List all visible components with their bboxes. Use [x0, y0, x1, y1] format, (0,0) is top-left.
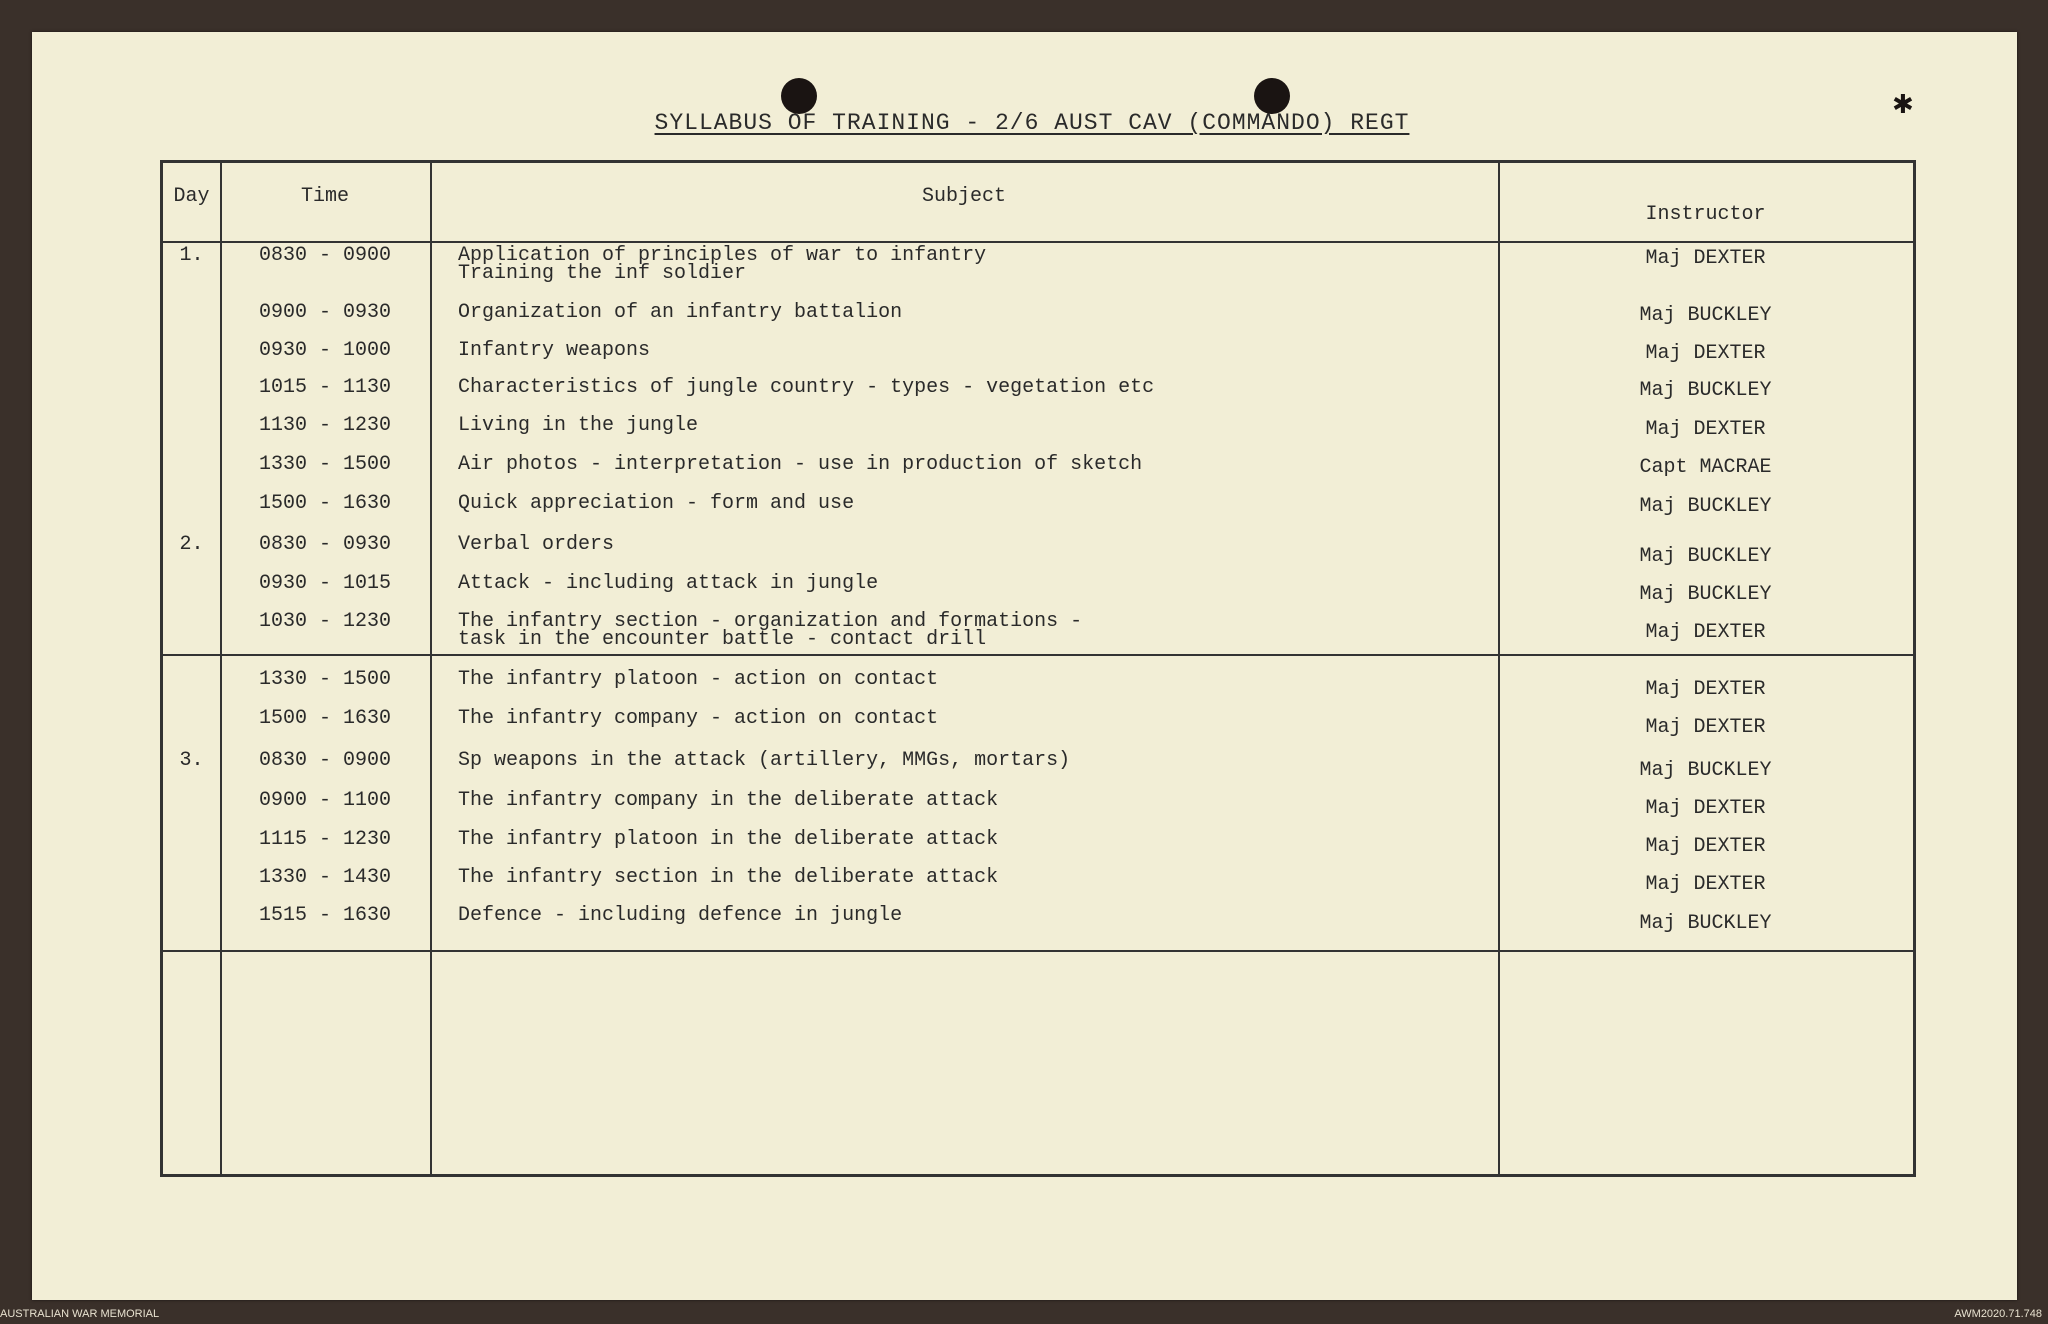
- instructor-name: Maj BUCKLEY: [1639, 545, 1772, 568]
- instructor-name: Maj DEXTER: [1645, 797, 1766, 820]
- time-slot: 1015 - 1130: [258, 376, 392, 399]
- footer-credit: AUSTRALIAN WAR MEMORIAL: [0, 1308, 160, 1320]
- instructor-name: Maj DEXTER: [1645, 247, 1766, 270]
- instructor-name: Maj DEXTER: [1645, 678, 1766, 701]
- subject-text-continued: task in the encounter battle - contact drill: [458, 628, 987, 651]
- subject-text: The infantry company in the deliberate attack: [458, 789, 999, 812]
- instructor-name: Maj DEXTER: [1645, 716, 1766, 739]
- subject-text: Quick appreciation - form and use: [458, 492, 855, 515]
- subject-text-continued: Training the inf soldier: [458, 262, 747, 285]
- subject-text: Infantry weapons: [458, 339, 651, 362]
- day-number: 3.: [179, 749, 204, 772]
- instructor-name: Maj DEXTER: [1645, 835, 1766, 858]
- time-slot: 0900 - 1100: [258, 789, 392, 812]
- subject-text: Verbal orders: [458, 533, 615, 556]
- time-slot: 1130 - 1230: [258, 414, 392, 437]
- header-divider: [163, 241, 1913, 243]
- time-slot: 1330 - 1500: [258, 453, 392, 476]
- footer-accession-number: AWM2020.71.748: [1954, 1308, 2042, 1320]
- subject-text: Air photos - interpretation - use in production of sketch: [458, 453, 1143, 476]
- subject-text: The infantry platoon - action on contact: [458, 668, 939, 691]
- instructor-name: Maj BUCKLEY: [1639, 759, 1772, 782]
- punch-hole: [781, 78, 817, 114]
- header-subject: Subject: [921, 185, 1006, 208]
- time-slot: 1330 - 1430: [258, 866, 392, 889]
- instructor-name: Maj BUCKLEY: [1639, 912, 1772, 935]
- header-instructor: Instructor: [1645, 203, 1766, 226]
- subject-text: Organization of an infantry battalion: [458, 301, 903, 324]
- instructor-name: Maj BUCKLEY: [1639, 379, 1772, 402]
- instructor-name: Maj DEXTER: [1645, 621, 1766, 644]
- day-number: 1.: [179, 244, 204, 267]
- time-slot: 0830 - 0900: [258, 244, 392, 267]
- subject-text: The infantry company - action on contact: [458, 707, 939, 730]
- instructor-name: Capt MACRAE: [1639, 456, 1772, 479]
- time-slot: 1115 - 1230: [258, 828, 392, 851]
- instructor-name: Maj BUCKLEY: [1639, 304, 1772, 327]
- syllabus-table: [160, 160, 1916, 1177]
- time-slot: 0930 - 1015: [258, 572, 392, 595]
- subject-text: The infantry platoon in the deliberate attack: [458, 828, 999, 851]
- time-slot: 1330 - 1500: [258, 668, 392, 691]
- instructor-name: Maj DEXTER: [1645, 873, 1766, 896]
- time-slot: 1500 - 1630: [258, 492, 392, 515]
- time-slot: 0830 - 0930: [258, 533, 392, 556]
- subject-text: Living in the jungle: [458, 414, 699, 437]
- subject-text: Application of principles of war to infantry: [458, 244, 987, 267]
- column-divider: [430, 163, 432, 1174]
- document-page: [32, 32, 2017, 1300]
- day-divider: [163, 950, 1913, 952]
- time-slot: 0900 - 0930: [258, 301, 392, 324]
- instructor-name: Maj DEXTER: [1645, 342, 1766, 365]
- time-slot: 0930 - 1000: [258, 339, 392, 362]
- subject-text: Attack - including attack in jungle: [458, 572, 879, 595]
- header-time: Time: [300, 185, 349, 208]
- subject-text: The infantry section - organization and formations -: [458, 610, 1083, 633]
- time-slot: 1030 - 1230: [258, 610, 392, 633]
- header-day: Day: [173, 185, 210, 208]
- subject-text: Sp weapons in the attack (artillery, MMGs, mortars): [458, 749, 1071, 772]
- punch-hole: [1254, 78, 1290, 114]
- time-slot: 1515 - 1630: [258, 904, 392, 927]
- instructor-name: Maj DEXTER: [1645, 418, 1766, 441]
- day-number: 2.: [179, 533, 204, 556]
- instructor-name: Maj BUCKLEY: [1639, 495, 1772, 518]
- subject-text: The infantry section in the deliberate attack: [458, 866, 999, 889]
- ink-blot-icon: ✱: [1892, 90, 1914, 120]
- subject-text: Defence - including defence in jungle: [458, 904, 903, 927]
- instructor-name: Maj BUCKLEY: [1639, 583, 1772, 606]
- time-slot: 0830 - 0900: [258, 749, 392, 772]
- day-divider: [163, 654, 1913, 656]
- subject-text: Characteristics of jungle country - types - vegetation etc: [458, 376, 1155, 399]
- document-title: SYLLABUS OF TRAINING - 2/6 AUST CAV (COMMANDO) REGT: [654, 110, 1410, 136]
- time-slot: 1500 - 1630: [258, 707, 392, 730]
